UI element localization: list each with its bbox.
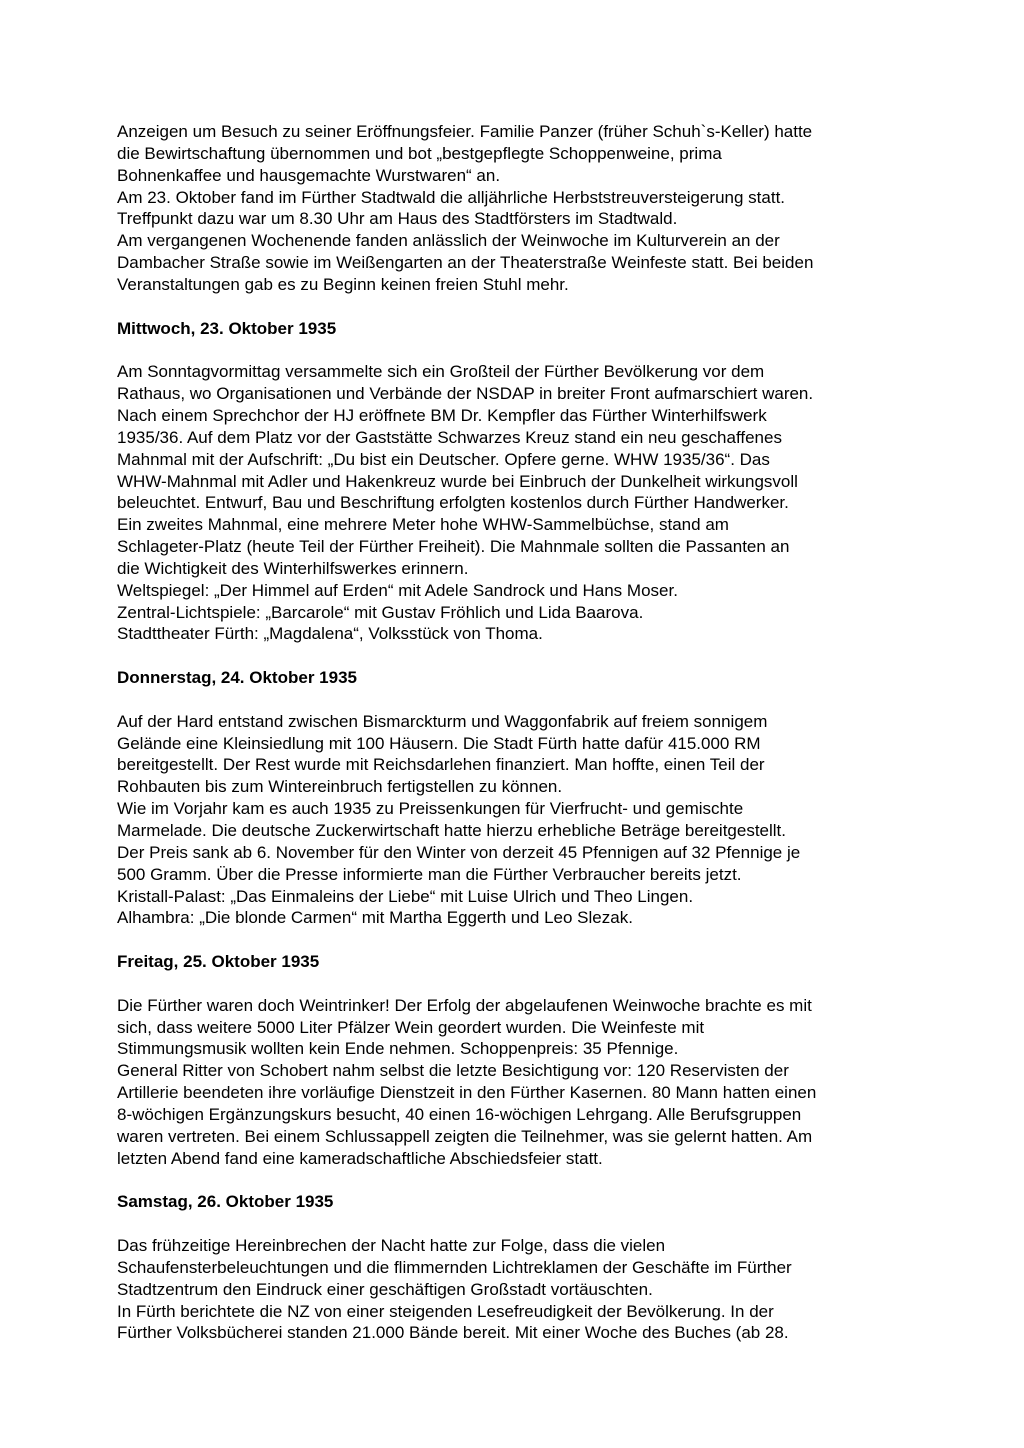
text-line: Rathaus, wo Organisationen und Verbände der NSDAP in breiter Front aufmarschiert waren.	[117, 384, 814, 404]
text-line: letzten Abend fand eine kameradschaftliche Abschiedsfeier statt.	[117, 1148, 603, 1168]
text-line: Marmelade. Die deutsche Zuckerwirtschaft hatte hierzu erhebliche Beträge bereitgestellt.	[117, 821, 787, 840]
document-body	[117, 121, 917, 1344]
text-line: Stimmungsmusik wollten kein Ende nehmen. Schoppenpreis: 35 Pfennige.	[117, 1039, 679, 1059]
paragraph	[117, 121, 917, 296]
text-line: Nach einem Sprechchor der HJ eröffnete BM Dr. Kempfler das Fürther Winterhilfswerk	[117, 405, 767, 425]
text-line: Wie im Vorjahr kam es auch 1935 zu Preissenkungen für Vierfrucht- und gemischte	[117, 799, 744, 819]
text-line: Fürther Volksbücherei standen 21.000 Bände bereit. Mit einer Woche des Buches (ab 28.	[117, 1323, 789, 1343]
text-line: Auf der Hard entstand zwischen Bismarckturm und Waggonfabrik auf freiem sonnigem	[117, 711, 768, 731]
text-line: Stadttheater Fürth: „Magdalena“, Volksstück von Thoma.	[117, 624, 543, 644]
text-line: Gelände eine Kleinsiedlung mit 100 Häusern. Die Stadt Fürth hatte dafür 415.000 RM	[117, 733, 761, 753]
section-heading: Samstag, 26. Oktober 1935	[117, 1192, 334, 1212]
text-line: Artillerie beendeten ihre vorläufige Dienstzeit in den Fürther Kasernen. 80 Mann hatten einen	[117, 1083, 817, 1103]
text-line: Alhambra: „Die blonde Carmen“ mit Martha Eggerth und Leo Slezak.	[117, 908, 633, 928]
text-line: Weltspiegel: „Der Himmel auf Erden“ mit Adele Sandrock und Hans Moser.	[117, 580, 678, 600]
paragraph	[117, 711, 917, 929]
text-line: Dambacher Straße sowie im Weißengarten an der Theaterstraße Weinfeste statt. Bei beiden	[117, 253, 814, 273]
text-line: sich, dass weitere 5000 Liter Pfälzer Wein geordert wurden. Die Weinfeste mit	[117, 1017, 705, 1037]
text-line: Veranstaltungen gab es zu Beginn keinen freien Stuhl mehr.	[117, 274, 569, 294]
text-line: die Wichtigkeit des Winterhilfswerkes erinnern.	[117, 558, 469, 578]
text-line: Stadtzentrum den Eindruck einer geschäftigen Großstadt vortäuschten.	[117, 1279, 653, 1299]
text-line: Anzeigen um Besuch zu seiner Eröffnungsfeier. Familie Panzer (früher Schuh`s-Keller) hatte	[117, 122, 813, 141]
text-line: Am Sonntagvormittag versammelte sich ein Großteil der Fürther Bevölkerung vor dem	[117, 362, 765, 382]
text-line: bereitgestellt. Der Rest wurde mit Reichsdarlehen finanziert. Man hoffte, einen Teil der	[117, 755, 765, 775]
text-line: Am 23. Oktober fand im Fürther Stadtwald die alljährliche Herbststreuversteigerung statt.	[117, 187, 786, 207]
section-heading: Donnerstag, 24. Oktober 1935	[117, 668, 357, 688]
text-line: General Ritter von Schobert nahm selbst die letzte Besichtigung vor: 120 Reservisten der	[117, 1061, 789, 1081]
text-line: Bohnenkaffee und hausgemachte Wurstwaren“ an.	[117, 165, 501, 185]
text-line: waren vertreten. Bei einem Schlussappell zeigten die Teilnehmer, was sie gelernt hatten. Am	[117, 1126, 813, 1146]
paragraph	[117, 995, 917, 1170]
text-line: Mahnmal mit der Aufschrift: „Du bist ein Deutscher. Opfere gerne. WHW 1935/36“. Das	[117, 449, 770, 469]
text-line: Treffpunkt dazu war um 8.30 Uhr am Haus des Stadtförsters im Stadtwald.	[117, 209, 678, 229]
text-line: beleuchtet. Entwurf, Bau und Beschriftung erfolgten kostenlos durch Fürther Handwerker.	[117, 493, 789, 513]
text-line: Rohbauten bis zum Wintereinbruch fertigstellen zu können.	[117, 777, 563, 797]
text-line: 500 Gramm. Über die Presse informierte man die Fürther Verbraucher bereits jetzt.	[117, 864, 742, 884]
text-line: die Bewirtschaftung übernommen und bot „bestgepflegte Schoppenweine, prima	[117, 143, 722, 163]
text-line: 1935/36. Auf dem Platz vor der Gaststätte Schwarzes Kreuz stand ein neu geschaffenes	[117, 427, 782, 447]
text-line: Schaufensterbeleuchtungen und die flimmernden Lichtreklamen der Geschäfte im Fürther	[117, 1257, 792, 1277]
section-heading: Mittwoch, 23. Oktober 1935	[117, 318, 337, 338]
text-line: Schlageter-Platz (heute Teil der Fürther Freiheit). Die Mahnmale sollten die Passanten an	[117, 537, 790, 557]
text-line: Kristall-Palast: „Das Einmaleins der Liebe“ mit Luise Ulrich und Theo Lingen.	[117, 886, 694, 906]
section-heading: Freitag, 25. Oktober 1935	[117, 952, 320, 972]
text-line: Die Fürther waren doch Weintrinker! Der Erfolg der abgelaufenen Weinwoche brachte es mit	[117, 995, 812, 1015]
text-line: Am vergangenen Wochenende fanden anlässlich der Weinwoche im Kulturverein an der	[117, 231, 780, 251]
text-line: Das frühzeitige Hereinbrechen der Nacht hatte zur Folge, dass die vielen	[117, 1236, 666, 1256]
paragraph	[117, 361, 917, 645]
paragraph	[117, 1235, 917, 1344]
text-line: In Fürth berichtete die NZ von einer steigenden Lesefreudigkeit der Bevölkerung. In der	[117, 1301, 774, 1321]
text-line: Der Preis sank ab 6. November für den Winter von derzeit 45 Pfennigen auf 32 Pfennige je	[117, 842, 801, 862]
text-line: WHW-Mahnmal mit Adler und Hakenkreuz wurde bei Einbruch der Dunkelheit wirkungsvoll	[117, 471, 798, 491]
text-line: Ein zweites Mahnmal, eine mehrere Meter hohe WHW-Sammelbüchse, stand am	[117, 515, 729, 535]
text-line: 8-wöchigen Ergänzungskurs besucht, 40 einen 16-wöchigen Lehrgang. Alle Berufsgruppen	[117, 1104, 802, 1124]
text-line: Zentral-Lichtspiele: „Barcarole“ mit Gustav Fröhlich und Lida Baarova.	[117, 602, 644, 622]
